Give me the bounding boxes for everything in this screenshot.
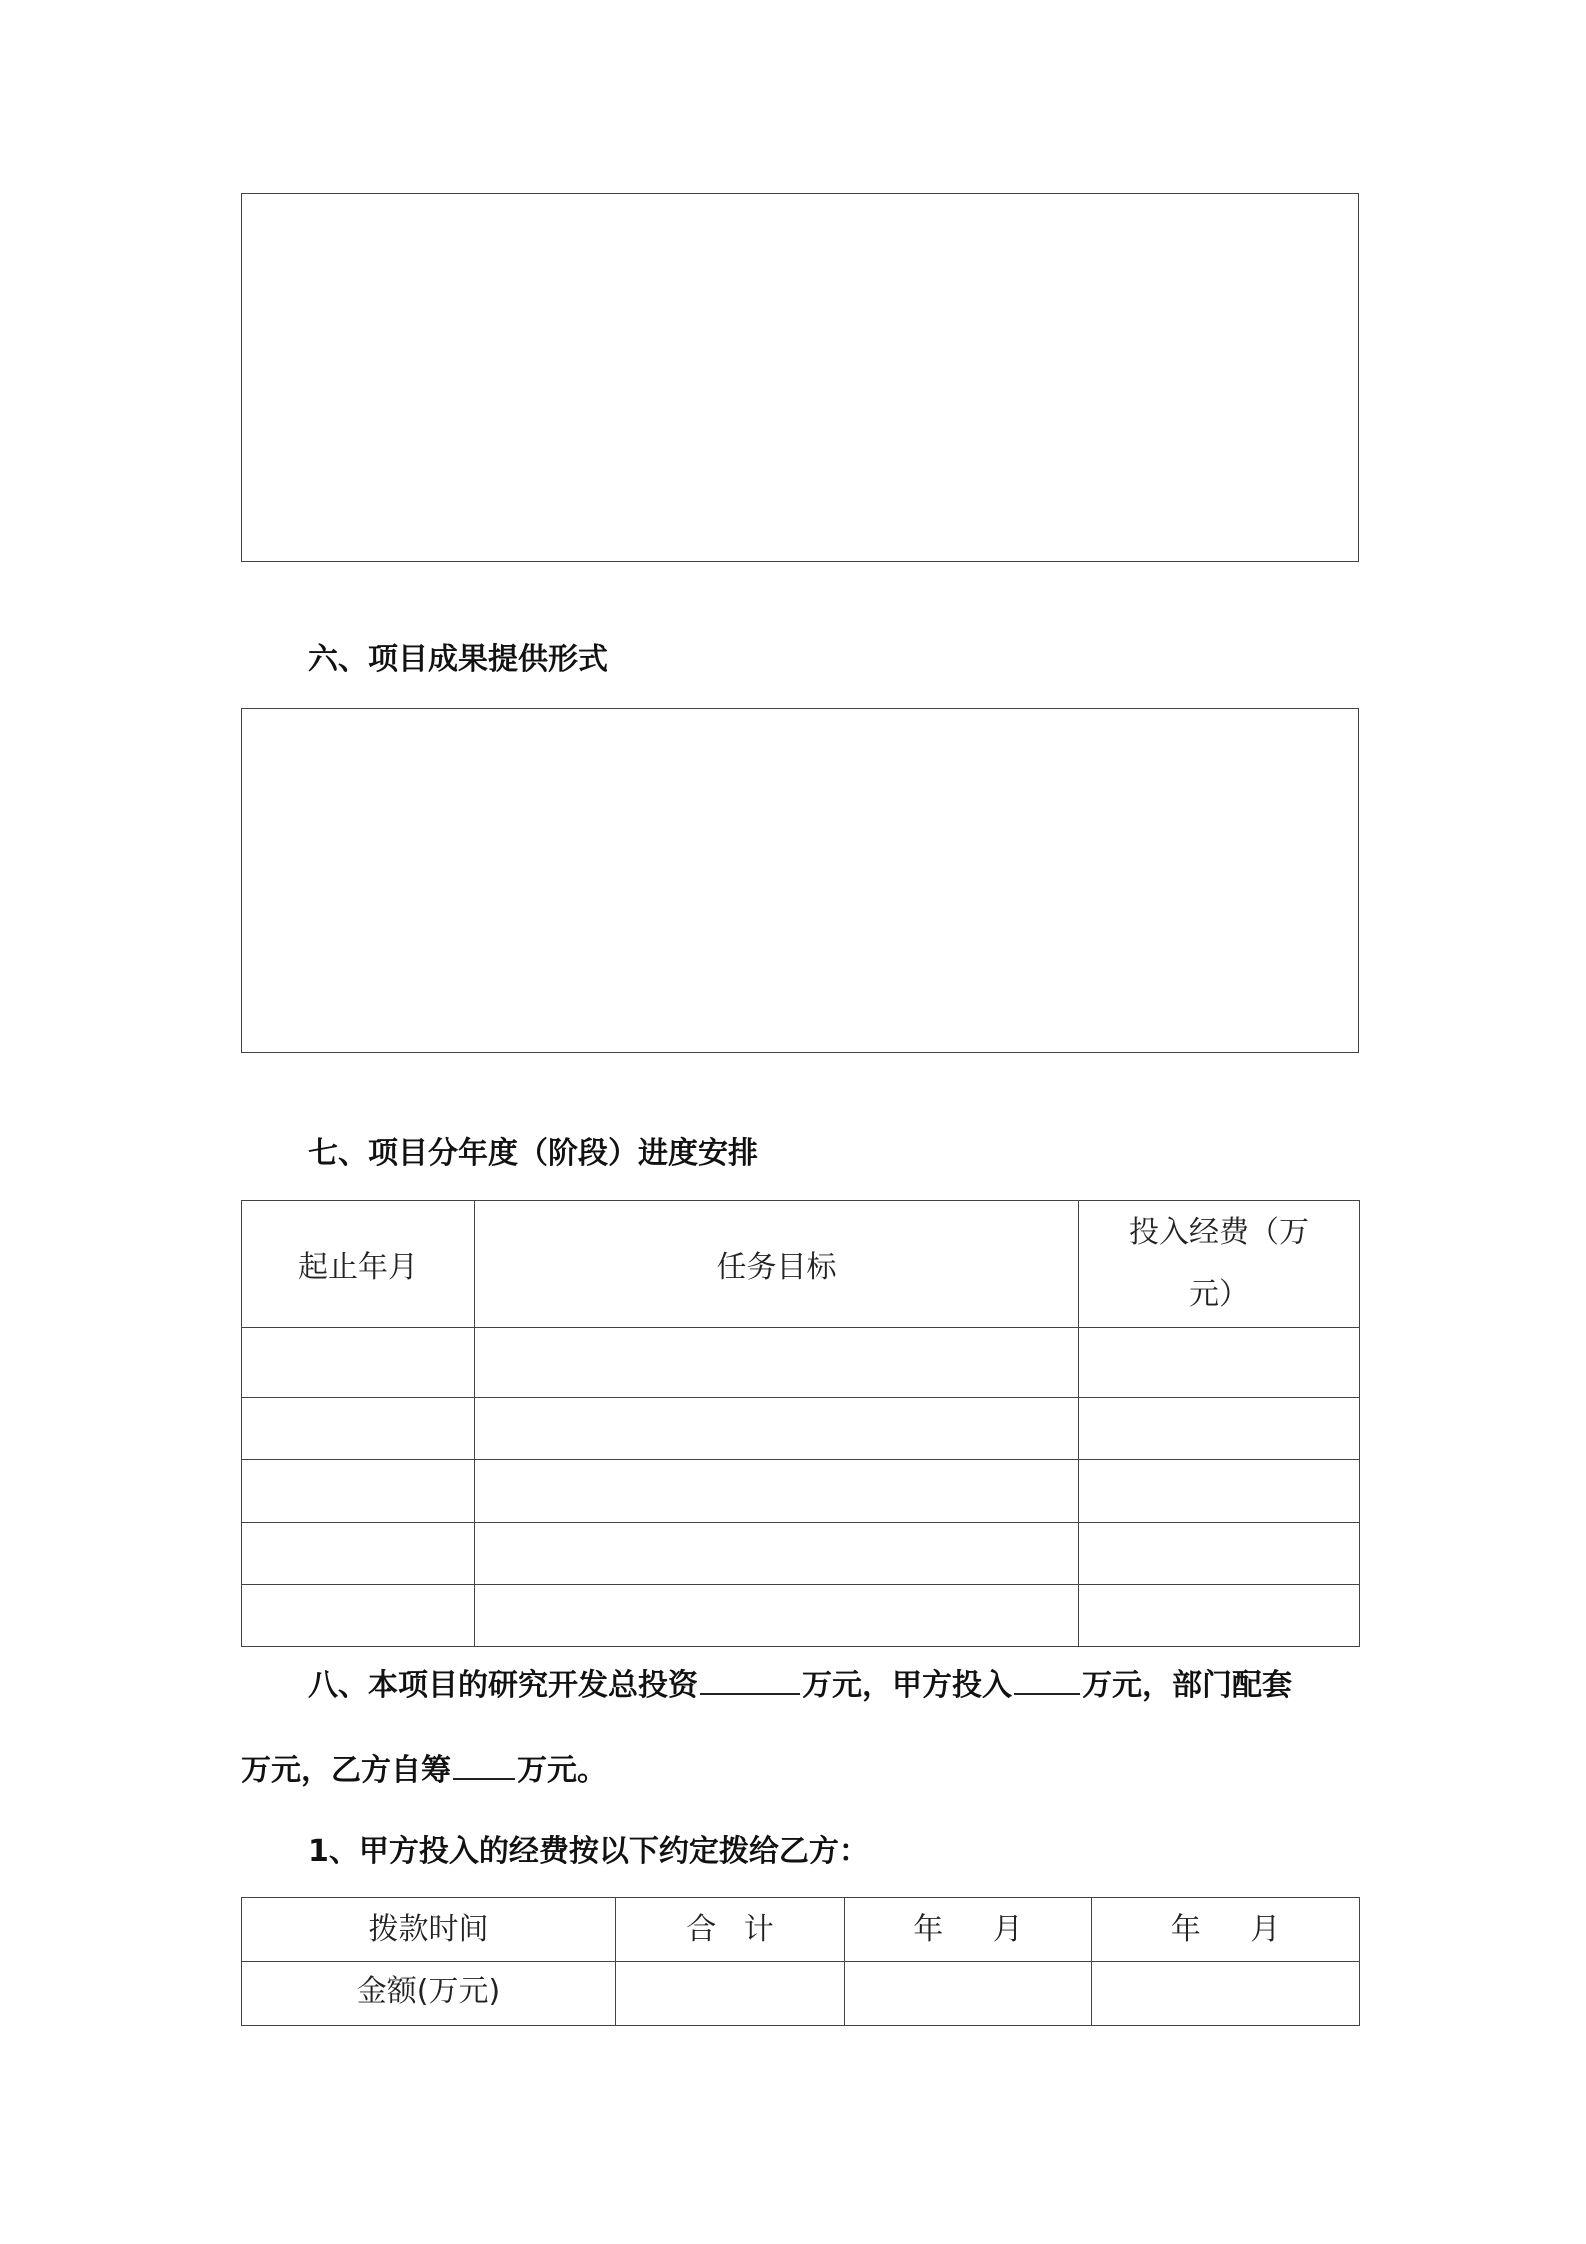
top-content-box	[241, 193, 1359, 562]
payment-header-time: 拨款时间	[242, 1898, 616, 1962]
table-cell[interactable]	[475, 1328, 1079, 1398]
section6-content-box	[241, 708, 1359, 1053]
table-cell[interactable]	[1079, 1460, 1360, 1523]
table-row	[242, 1523, 1360, 1585]
table-cell[interactable]	[1079, 1398, 1360, 1460]
table-cell[interactable]	[1079, 1523, 1360, 1585]
section8-text-partyB: 万元，乙方自筹	[241, 1753, 451, 1788]
table-cell[interactable]	[475, 1585, 1079, 1647]
table-cell[interactable]	[242, 1328, 475, 1398]
section8-text-total: 八、本项目的研究开发总投资	[308, 1668, 698, 1703]
payment-table	[241, 1897, 1360, 2026]
table-row	[242, 1328, 1360, 1398]
col-header-funding-text: 投入经费（万元）	[1129, 1215, 1309, 1312]
payment-header-month1: 年 月	[845, 1898, 1092, 1962]
section8-text-end: 万元。	[517, 1753, 607, 1788]
table-cell[interactable]	[475, 1460, 1079, 1523]
table-row	[242, 1398, 1360, 1460]
section8-line1	[308, 1663, 1292, 1706]
partyA-investment-blank[interactable]	[1014, 1663, 1080, 1695]
partyB-selffund-blank[interactable]	[453, 1748, 515, 1780]
table-cell[interactable]	[242, 1460, 475, 1523]
section6-heading: 六、项目成果提供形式	[308, 642, 608, 677]
table-cell[interactable]	[242, 1523, 475, 1585]
col-header-funding	[1079, 1201, 1360, 1328]
section8-text-dept: 万元，部门配套	[1082, 1668, 1292, 1703]
table-cell[interactable]	[845, 1962, 1092, 2026]
table-cell[interactable]	[1092, 1962, 1360, 2026]
table-cell[interactable]	[475, 1523, 1079, 1585]
col-header-period: 起止年月	[242, 1201, 475, 1328]
payment-header-total: 合 计	[616, 1898, 845, 1962]
payment-row-label: 金额(万元)	[242, 1962, 616, 2026]
payment-header-row	[242, 1898, 1360, 1962]
table-cell[interactable]	[1079, 1328, 1360, 1398]
table-row	[242, 1460, 1360, 1523]
payment-amount-row	[242, 1962, 1360, 2026]
table-cell[interactable]	[242, 1398, 475, 1460]
table-cell[interactable]	[475, 1398, 1079, 1460]
total-investment-blank[interactable]	[700, 1663, 800, 1695]
payment-header-month2: 年 月	[1092, 1898, 1360, 1962]
section7-heading: 七、项目分年度（阶段）进度安排	[308, 1136, 758, 1171]
section8-sub1: 1、甲方投入的经费按以下约定拨给乙方：	[308, 1834, 869, 1869]
section8-text-partyA: 万元，甲方投入	[802, 1668, 1012, 1703]
table-row	[242, 1585, 1360, 1647]
schedule-header-row	[242, 1201, 1360, 1328]
col-header-goal: 任务目标	[475, 1201, 1079, 1328]
table-cell[interactable]	[1079, 1585, 1360, 1647]
table-cell[interactable]	[616, 1962, 845, 2026]
section8-line2	[241, 1748, 607, 1791]
schedule-table	[241, 1200, 1360, 1647]
table-cell[interactable]	[242, 1585, 475, 1647]
